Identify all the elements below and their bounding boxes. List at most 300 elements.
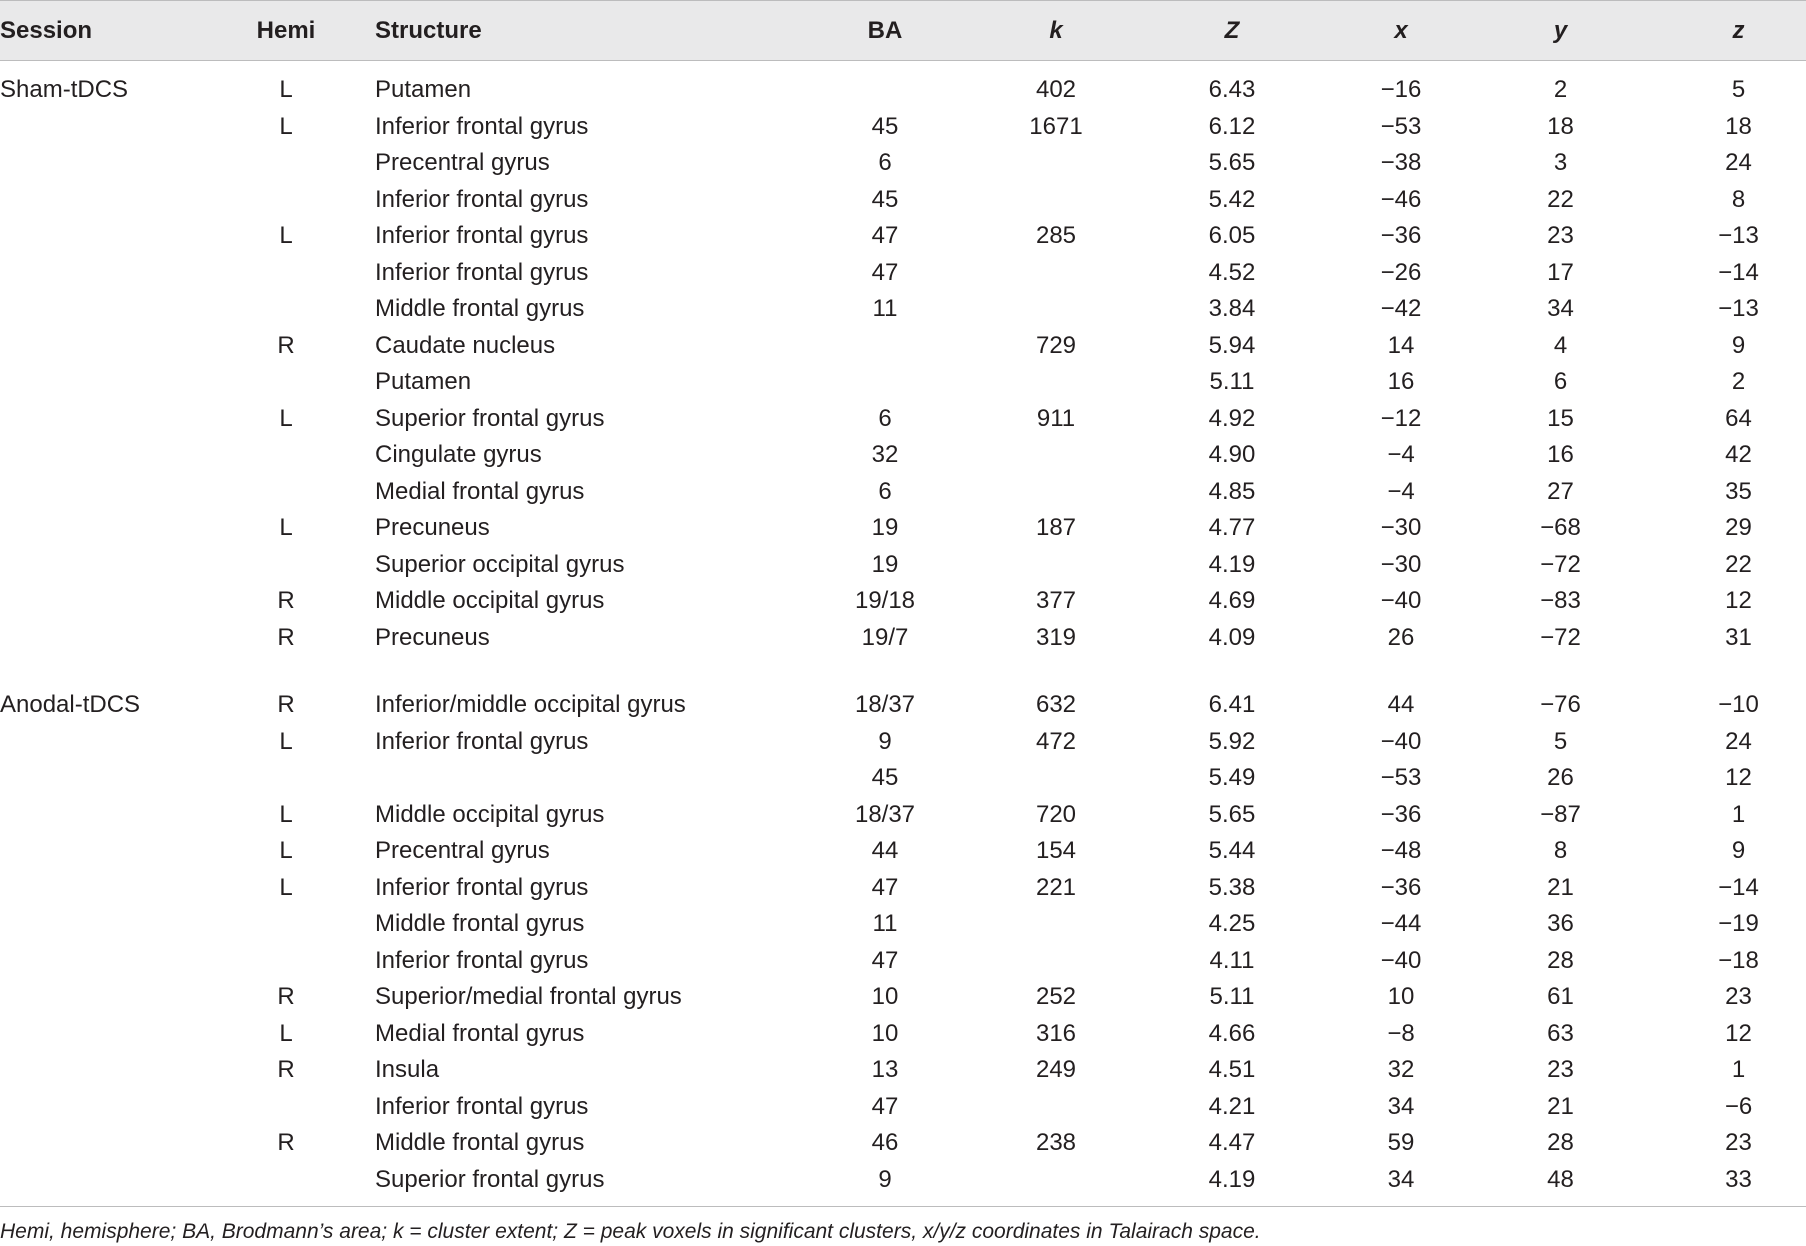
cell-hemi [250, 1162, 322, 1207]
cell-y: −72 [1540, 623, 1581, 651]
cell-x: 32 [1387, 1056, 1415, 1083]
table-row [0, 182, 1806, 219]
cell-z: 1 [1731, 800, 1746, 828]
cell-k: 285 [1035, 222, 1077, 249]
cell-hemi: L [279, 404, 293, 432]
cell-structure: Inferior frontal gyrus [375, 873, 589, 901]
cell-x: −46 [1380, 185, 1422, 213]
cell-session [0, 760, 250, 797]
table-row [0, 583, 1806, 620]
cell-Z: 4.52 [1208, 258, 1256, 286]
cell-x: −40 [1380, 727, 1422, 755]
cell-y: 21 [1547, 1092, 1574, 1120]
table-row [0, 364, 1806, 401]
cell-session [0, 833, 250, 870]
cell-hemi [250, 906, 322, 943]
cell-hemi: L [279, 873, 293, 901]
cell-ba: 44 [871, 837, 899, 864]
cell-structure: Putamen [375, 76, 472, 103]
cell-x: −40 [1380, 946, 1422, 974]
cell-Z: 5.65 [1208, 149, 1256, 176]
cell-hemi: R [277, 331, 295, 359]
cell-ba: 19/7 [861, 623, 909, 651]
header-k: k [1000, 1, 1112, 61]
cell-k [1000, 255, 1112, 292]
cell-z: 33 [1671, 1162, 1806, 1207]
cell-z: −14 [1718, 258, 1759, 286]
table-row [0, 797, 1806, 834]
cell-z: 23 [1725, 1129, 1752, 1156]
cell-Z: 5.11 [1209, 368, 1255, 395]
header-session: Session [0, 1, 250, 61]
cell-ba: 18/37 [854, 800, 916, 828]
cell-k [1000, 182, 1112, 219]
cell-x: −53 [1380, 764, 1422, 791]
cell-Z: 6.43 [1208, 76, 1256, 103]
cell-z: 24 [1725, 149, 1752, 176]
cell-y: 28 [1547, 946, 1574, 974]
cell-y: 15 [1547, 404, 1574, 432]
cell-z: −18 [1718, 946, 1759, 974]
cell-structure: Superior frontal gyrus [375, 404, 605, 432]
table-row [0, 145, 1806, 182]
cell-k: 319 [1035, 623, 1077, 651]
cell-Z: 5.94 [1208, 331, 1256, 359]
cell-structure: Middle frontal gyrus [375, 295, 585, 322]
cell-z: 8 [1731, 185, 1746, 213]
cell-y: −83 [1540, 587, 1581, 614]
cell-ba: 32 [871, 441, 899, 468]
cell-z: −6 [1724, 1092, 1753, 1120]
cell-session [0, 218, 250, 255]
cell-k [1000, 474, 1112, 511]
cell-structure: Inferior frontal gyrus [375, 1092, 589, 1120]
cell-hemi [250, 474, 322, 511]
table-body [0, 61, 1806, 1207]
cell-hemi [250, 291, 322, 328]
table-row [0, 1016, 1806, 1053]
cell-ba: 45 [871, 764, 899, 791]
cell-y: 3 [1553, 149, 1568, 176]
table-row [0, 1052, 1806, 1089]
cell-session [0, 979, 250, 1016]
cell-session [0, 1016, 250, 1053]
cell-session [0, 906, 250, 943]
cell-ba: 19 [871, 514, 899, 541]
cell-z: −13 [1718, 295, 1759, 322]
cell-structure: Precuneus [375, 623, 490, 651]
cell-Z: 4.19 [1112, 1162, 1352, 1207]
cell-y: 26 [1547, 764, 1574, 791]
cell-structure: Precuneus [375, 514, 490, 541]
cell-structure: Inferior frontal gyrus [375, 112, 589, 140]
cell-Z: 4.77 [1208, 514, 1256, 541]
cell-ba: 19/18 [854, 587, 916, 614]
table-row [0, 943, 1806, 980]
cell-Z: 5.42 [1208, 185, 1256, 213]
cell-x: −36 [1380, 873, 1422, 901]
cell-Z: 6.41 [1208, 691, 1256, 718]
cell-z: −19 [1718, 910, 1759, 937]
cell-session [0, 547, 250, 584]
cell-k: 238 [1035, 1129, 1077, 1156]
cell-session [0, 870, 250, 907]
cell-x: 34 [1387, 1092, 1415, 1120]
cell-structure: Middle frontal gyrus [375, 910, 585, 937]
cell-hemi [250, 145, 322, 182]
table-row [0, 547, 1806, 584]
cell-Z: 4.90 [1208, 441, 1256, 468]
cell-z: −10 [1718, 691, 1759, 718]
header-ba: BA [770, 1, 1000, 61]
cell-structure: Precentral gyrus [375, 837, 550, 864]
cell-x: −30 [1380, 550, 1422, 578]
cell-Z: 5.65 [1208, 800, 1256, 828]
table-row [0, 291, 1806, 328]
cell-k: 402 [1035, 76, 1077, 103]
cell-z: 35 [1725, 477, 1752, 505]
cell-z: −14 [1718, 873, 1759, 901]
cell-k [1000, 547, 1112, 584]
header-hemi: Hemi [250, 1, 322, 61]
cell-session [0, 583, 250, 620]
cell-ba: 47 [871, 873, 899, 901]
cell-Z: 4.85 [1208, 477, 1256, 505]
cell-z: 31 [1725, 623, 1752, 651]
cell-ba: 47 [871, 258, 899, 286]
cell-k: 472 [1035, 727, 1077, 755]
cell-structure: Inferior frontal gyrus [375, 727, 589, 755]
cell-x: −4 [1387, 477, 1415, 505]
cell-x: 34 [1352, 1162, 1450, 1207]
table-row [0, 109, 1806, 146]
cell-y: 28 [1547, 1129, 1574, 1156]
cell-k [1000, 145, 1112, 182]
cell-structure: Inferior frontal gyrus [375, 946, 589, 974]
cell-structure: Middle frontal gyrus [375, 1129, 585, 1156]
cell-x: −30 [1380, 514, 1422, 541]
table-row [0, 255, 1806, 292]
cell-k: 249 [1035, 1056, 1077, 1083]
cell-hemi [250, 437, 322, 474]
cell-ba: 46 [871, 1129, 899, 1156]
cell-Z: 4.47 [1208, 1129, 1256, 1156]
cell-Z: 4.19 [1208, 550, 1256, 578]
cell-hemi [250, 1089, 322, 1126]
cell-hemi: R [277, 623, 295, 651]
cell-k [1000, 1162, 1112, 1207]
cell-k: 720 [1035, 800, 1077, 828]
cell-session [0, 145, 250, 182]
cell-structure: Inferior frontal gyrus [375, 258, 589, 286]
cell-y: 61 [1547, 983, 1574, 1010]
cell-z: 42 [1725, 441, 1752, 468]
cell-y: 23 [1547, 222, 1574, 249]
cell-k: 632 [1035, 691, 1077, 718]
cell-session [0, 291, 250, 328]
cell-k [1000, 437, 1112, 474]
cell-y: 48 [1450, 1162, 1671, 1207]
cell-y: 21 [1547, 873, 1574, 901]
table-row [0, 218, 1806, 255]
cell-ba: 6 [878, 149, 892, 176]
table-row [0, 906, 1806, 943]
cell-structure [322, 760, 770, 797]
cell-ba: 6 [878, 404, 892, 432]
cell-hemi: L [279, 1019, 293, 1047]
cell-z: 9 [1731, 837, 1746, 864]
cell-session [0, 510, 250, 547]
cell-structure: Caudate nucleus [375, 331, 556, 359]
cell-x: 10 [1387, 983, 1415, 1010]
cell-ba: 9 [878, 727, 892, 755]
cell-session [0, 182, 250, 219]
cell-hemi: R [277, 691, 295, 718]
table-row [0, 474, 1806, 511]
table-row [0, 760, 1806, 797]
cell-session [0, 1089, 250, 1126]
cell-y: 4 [1553, 331, 1568, 359]
cell-ba [770, 364, 1000, 401]
cell-x: −48 [1380, 837, 1422, 864]
table-row [0, 833, 1806, 870]
cell-ba: 11 [872, 295, 898, 322]
cell-ba: 47 [871, 946, 899, 974]
cell-x: −44 [1380, 910, 1422, 937]
cell-k [1000, 906, 1112, 943]
cell-hemi [250, 182, 322, 219]
cell-x: −4 [1387, 441, 1415, 468]
cell-y: 18 [1547, 112, 1574, 140]
cell-hemi [250, 760, 322, 797]
cell-structure: Superior/medial frontal gyrus [375, 983, 682, 1010]
cell-Z: 4.69 [1208, 587, 1256, 614]
cell-y: 22 [1547, 185, 1574, 213]
header-row [0, 1, 1806, 61]
cell-k: 316 [1035, 1019, 1077, 1047]
cell-k [1000, 364, 1112, 401]
table-footnote: Hemi, hemisphere; BA, Brodmann’s area; k = cluster extent; Z = peak voxels in significant clusters, x/y/z coordinates in Talairach space. [0, 1220, 1261, 1243]
cell-ba: 6 [878, 477, 892, 505]
cell-ba: 45 [871, 112, 899, 140]
table-row [0, 724, 1806, 761]
cell-hemi: L [279, 800, 293, 828]
cell-z: 29 [1725, 514, 1752, 541]
cell-ba: 19 [871, 550, 899, 578]
cell-z: 64 [1725, 404, 1752, 432]
cell-k: 377 [1035, 587, 1077, 614]
cell-k: 1671 [1029, 112, 1083, 140]
table-row [0, 620, 1806, 657]
cell-ba: 10 [871, 1019, 899, 1047]
cell-z: 12 [1725, 587, 1752, 614]
cell-session [0, 797, 250, 834]
cell-k: 252 [1035, 983, 1077, 1010]
cell-Z: 4.21 [1208, 1092, 1256, 1120]
cell-session [0, 328, 250, 365]
cell-x: −38 [1380, 149, 1422, 176]
cell-hemi: L [279, 112, 293, 140]
cell-y: 6 [1553, 368, 1568, 395]
cell-ba: 10 [871, 983, 899, 1010]
cell-ba: 11 [872, 910, 898, 937]
cell-structure: Medial frontal gyrus [375, 477, 585, 505]
cell-Z: 5.92 [1208, 727, 1256, 755]
cell-ba: 47 [871, 1092, 899, 1120]
cell-Z: 4.11 [1209, 946, 1255, 974]
header-z: z [1671, 1, 1806, 61]
cell-y: −68 [1540, 514, 1581, 541]
cell-session [0, 1162, 250, 1207]
cell-z: 24 [1725, 727, 1752, 755]
cell-hemi: R [277, 983, 295, 1010]
table-row [0, 1162, 1806, 1207]
cell-Z: 6.05 [1208, 222, 1256, 249]
cell-hemi: L [279, 837, 293, 864]
cell-ba: 13 [871, 1056, 899, 1083]
cell-z: 2 [1731, 368, 1746, 395]
cell-k: 221 [1035, 873, 1077, 901]
cell-hemi: L [279, 727, 293, 755]
cell-session [0, 620, 250, 657]
cell-x: −8 [1387, 1019, 1415, 1047]
cell-ba: 18/37 [854, 691, 916, 718]
cell-x: −42 [1380, 295, 1422, 322]
cell-session [0, 474, 250, 511]
cell-hemi: L [279, 514, 293, 541]
cell-session [0, 724, 250, 761]
table-row [0, 656, 1806, 724]
cell-x: 14 [1387, 331, 1415, 359]
header-structure: Structure [322, 1, 770, 61]
cell-session: Anodal-tDCS [0, 691, 141, 718]
table-row [0, 510, 1806, 547]
cell-Z: 5.38 [1208, 873, 1256, 901]
cell-structure: Medial frontal gyrus [375, 1019, 585, 1047]
cell-x: −40 [1380, 587, 1422, 614]
cell-session [0, 109, 250, 146]
cell-structure: Middle occipital gyrus [375, 587, 605, 614]
cell-Z: 5.44 [1208, 837, 1256, 864]
cell-Z: 6.12 [1208, 112, 1256, 140]
cell-ba: 9 [770, 1162, 1000, 1207]
cell-y: −87 [1540, 800, 1581, 828]
header-x: x [1352, 1, 1450, 61]
cell-Z: 4.66 [1208, 1019, 1256, 1047]
cell-hemi: R [277, 587, 295, 614]
cell-session [0, 943, 250, 980]
cell-k: 911 [1036, 404, 1076, 432]
cell-y: 2 [1553, 76, 1568, 103]
cell-y: 27 [1547, 477, 1574, 505]
cell-x: −26 [1380, 258, 1422, 286]
cell-Z: 4.09 [1208, 623, 1256, 651]
cell-hemi [250, 364, 322, 401]
cell-structure: Inferior frontal gyrus [375, 185, 589, 213]
cell-structure: Putamen [375, 368, 472, 395]
cell-z: 22 [1725, 550, 1752, 578]
cell-x: −53 [1380, 112, 1422, 140]
cell-session [0, 364, 250, 401]
cell-structure: Insula [375, 1056, 440, 1083]
cell-Z: 4.51 [1208, 1056, 1256, 1083]
cell-ba [770, 328, 1000, 365]
cell-k [1000, 760, 1112, 797]
table-header [0, 1, 1806, 61]
cell-k: 154 [1035, 837, 1077, 864]
cell-ba: 47 [871, 222, 899, 249]
cell-x: −12 [1380, 404, 1422, 432]
cell-hemi: L [279, 222, 293, 249]
cell-z: 12 [1725, 764, 1752, 791]
header-Z: Z [1112, 1, 1352, 61]
cell-y: 17 [1547, 258, 1574, 286]
table-row [0, 870, 1806, 907]
cell-Z: 5.11 [1209, 983, 1255, 1010]
cell-x: 44 [1387, 691, 1415, 718]
cell-structure: Inferior frontal gyrus [375, 222, 589, 249]
cell-y: −76 [1540, 691, 1581, 718]
cell-structure: Precentral gyrus [375, 149, 550, 176]
table-row [0, 979, 1806, 1016]
cell-z: 9 [1731, 331, 1746, 359]
cell-x: −16 [1380, 76, 1422, 103]
cell-y: 8 [1553, 837, 1568, 864]
cell-hemi: L [279, 76, 293, 103]
table-row [0, 401, 1806, 438]
cell-z: 5 [1731, 76, 1746, 103]
cell-x: 59 [1387, 1129, 1415, 1156]
cell-y: 34 [1547, 295, 1574, 322]
cell-hemi: R [277, 1056, 295, 1083]
cell-k: 729 [1035, 331, 1077, 359]
cell-z: −13 [1718, 222, 1759, 249]
cell-session: Sham-tDCS [0, 76, 129, 103]
cell-session [0, 1052, 250, 1089]
cell-k: 187 [1035, 514, 1077, 541]
cell-session [0, 255, 250, 292]
cell-ba [770, 61, 1000, 109]
cell-z: 18 [1725, 112, 1752, 140]
cell-hemi [250, 255, 322, 292]
cell-Z: 3.84 [1208, 295, 1256, 322]
table-row [0, 61, 1806, 109]
table-row [0, 437, 1806, 474]
cell-x: −36 [1380, 222, 1422, 249]
cell-session [0, 1125, 250, 1162]
cell-session [0, 437, 250, 474]
cell-hemi: R [277, 1129, 295, 1156]
cell-hemi [250, 547, 322, 584]
header-y: y [1450, 1, 1671, 61]
cell-hemi [250, 943, 322, 980]
table-row [0, 328, 1806, 365]
cell-Z: 4.92 [1208, 404, 1256, 432]
cell-k [1000, 943, 1112, 980]
cell-Z: 4.25 [1208, 910, 1256, 937]
cell-Z: 5.49 [1208, 764, 1256, 791]
cell-y: 36 [1547, 910, 1574, 937]
cell-z: 12 [1725, 1019, 1752, 1047]
cell-y: −72 [1540, 550, 1581, 578]
cell-ba: 45 [871, 185, 899, 213]
cell-y: 23 [1547, 1056, 1574, 1083]
cell-x: 16 [1387, 368, 1415, 395]
cell-structure: Cingulate gyrus [375, 441, 542, 468]
cell-k [1000, 1089, 1112, 1126]
cell-session [0, 401, 250, 438]
cell-structure: Superior occipital gyrus [375, 550, 625, 578]
